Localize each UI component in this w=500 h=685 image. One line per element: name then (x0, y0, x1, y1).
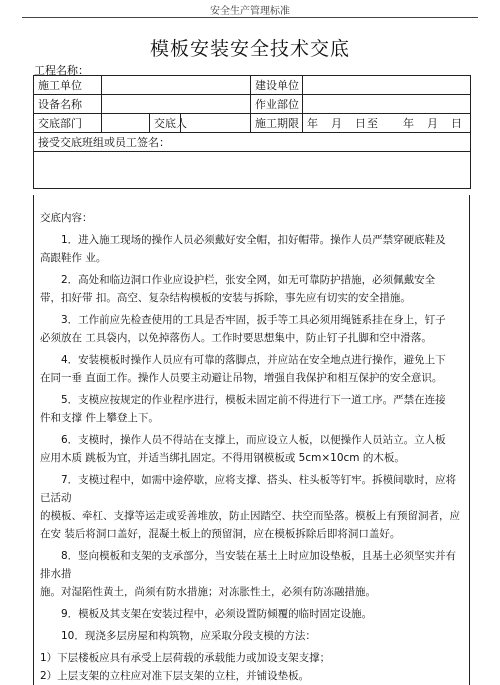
running-header: 安全生产管理标准 (210, 6, 290, 17)
list-item: 8．竖向模板和支架的支承部分，当安装在基土上时应加设垫板，且基土必须坚实并有排水措 施。对湿陷性黄土，尚须有防水措施；对冻胀性土，必须有防冻融措施。 (40, 550, 457, 598)
list-item: 5．支模应按规定的作业程序进行，模板未固定前不得进行下一道工序。严禁在连接 件和支撑 件上攀登上下。 (40, 394, 446, 424)
construction-unit-value[interactable] (102, 76, 251, 95)
table-row (34, 95, 471, 114)
list-item: 10．现浇多层房屋和构筑物，应采取分段支模的方法： (61, 630, 316, 642)
table-row (34, 133, 471, 152)
header-divider (22, 17, 478, 18)
list-item: 2．高处和临边洞口作业应设护栏，张安全网，如无可靠防护措施，必须佩戴安全 带，扣好带 扣。高空、复杂结构模板的安装与拆除，事先应有切实的安全措施。 (40, 274, 436, 304)
list-item: 3．工作前应先检查使用的工具是否牢固，扳手等工具必须用绳链系挂在身上，钉子 必须放在 工具袋内，以免掉落伤人。工作时要思想集中，防止钉子扎脚和空中滑落。 (40, 314, 446, 344)
briefing-dept-value[interactable] (102, 114, 150, 133)
briefing-content (33, 195, 470, 685)
construction-period-value[interactable]: 年 月 日至 年 月 日 (303, 114, 471, 133)
receiver-sign-label: 接受交底班组或员工签名： (34, 133, 471, 152)
table-row (34, 76, 471, 95)
equipment-name-value[interactable] (102, 95, 251, 114)
work-location-value[interactable] (303, 95, 471, 114)
sub-item: 2）上层支架的立柱应对准下层支架的立柱，并铺设垫板。 (40, 670, 310, 682)
list-item: 6．支模时，操作人员不得站在支撑上，而应设立人板，以便操作人员站立。立人板 应用木质 跳板为宜，并适当绑扎固定。不得用钢模板或 5cm×10cm 的木板。 (40, 434, 446, 464)
receiver-sign-area[interactable] (34, 152, 471, 189)
builder-unit-label: 建设单位 (251, 76, 303, 95)
content-intro: 交底内容： (40, 212, 93, 224)
briefer-label: 交底人 (150, 114, 181, 133)
list-item: 9．模板及其支架在安装过程中，必须设置防倾覆的临时固定设施。 (61, 608, 373, 620)
list-item: 4．安装模板时操作人员应有可靠的落脚点，并应站在安全地点进行操作，避免上下 在同一垂 直面工作。操作人员要主动避让吊物，增强自我保护和相互保护的安全意识。 (40, 354, 446, 384)
builder-unit-value[interactable] (303, 76, 471, 95)
table-row (34, 114, 471, 133)
project-name-label: 工程名称： (34, 64, 89, 77)
construction-unit-label: 施工单位 (34, 76, 102, 95)
sub-item: 1）下层楼板应具有承受上层荷载的承载能力或加设支架支撑； (40, 652, 331, 664)
construction-period-label: 施工期限 (251, 114, 303, 133)
document-title: 模板安装安全技术交底 (149, 38, 350, 60)
list-item: 1．进入施工现场的操作人员必须戴好安全帽，扣好帽带。操作人员严禁穿硬底鞋及 高跟鞋作 业。 (40, 234, 446, 264)
briefer-value[interactable] (181, 114, 251, 133)
work-location-label: 作业部位 (251, 95, 303, 114)
briefing-dept-label: 交底部门 (34, 114, 102, 133)
equipment-name-label: 设备名称 (34, 95, 102, 114)
info-table (33, 75, 471, 189)
list-item: 7．支模过程中，如需中途停歇，应将支撑、搭头、柱头板等钉牢。拆模间歇时，应将已活动 的模板、牵杠、支撑等运走或妥善堆放，防止因踏空、扶空而坠落。模板上有预留洞者，应在安 装后将洞口盖好，混凝土板上的预留洞，应在模板拆除后即将洞口盖好。 (40, 474, 460, 540)
table-row (34, 152, 471, 189)
